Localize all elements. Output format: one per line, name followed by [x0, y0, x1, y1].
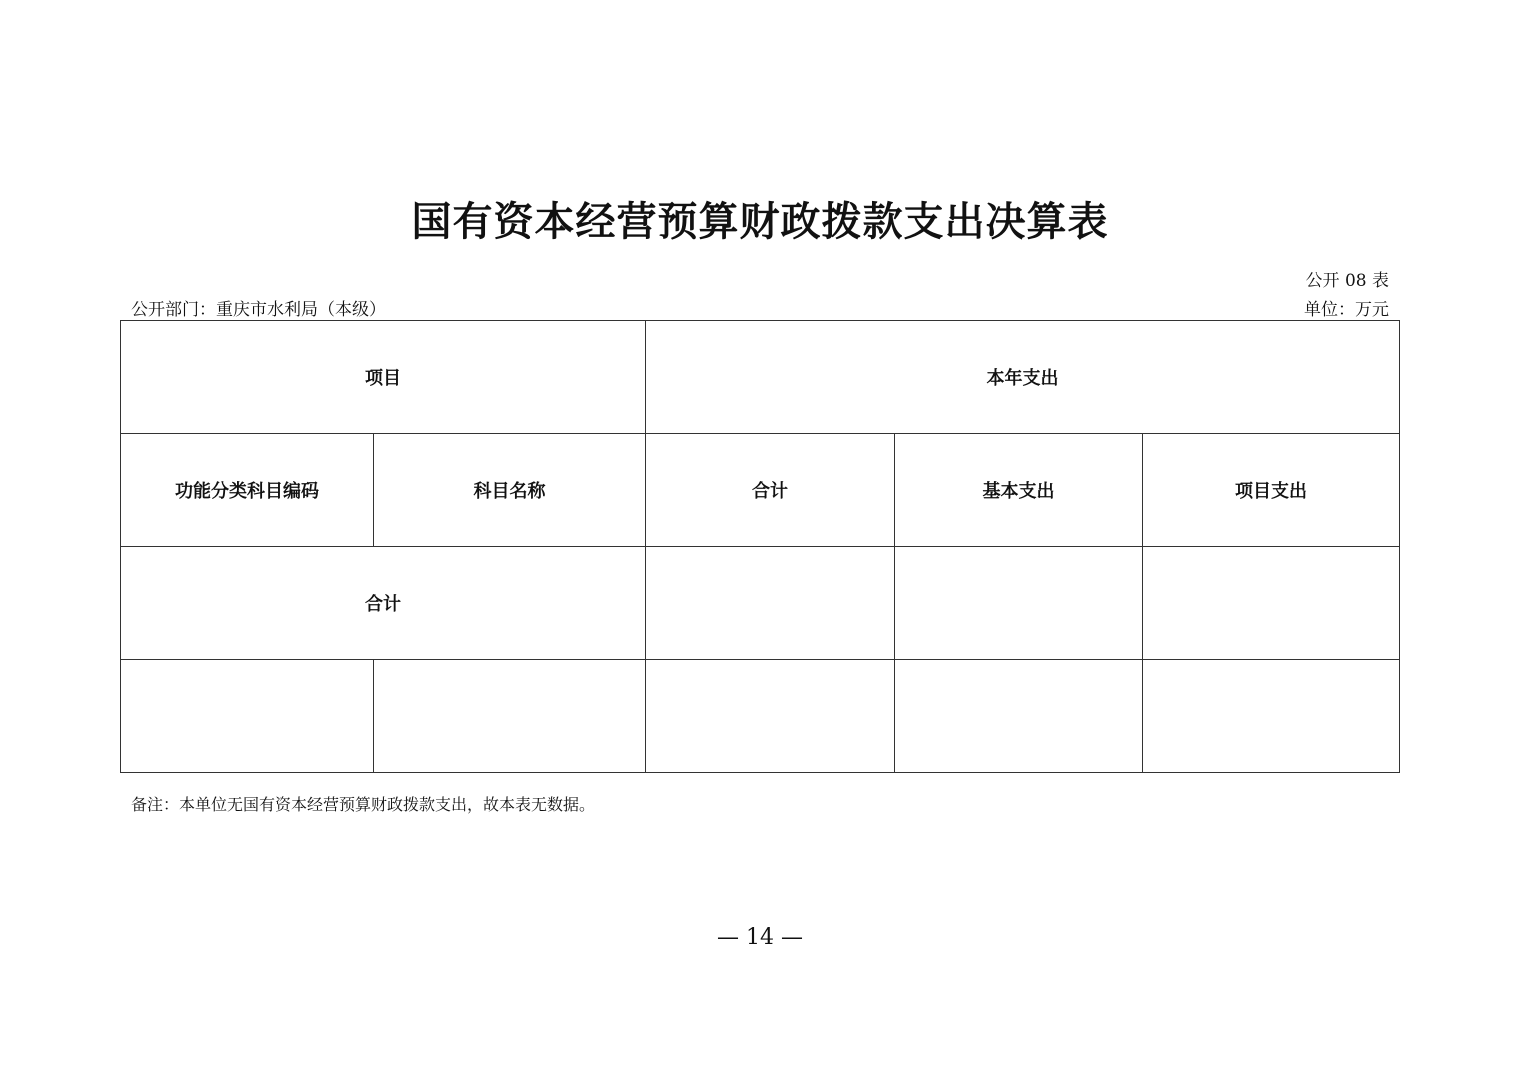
header-function-code: 功能分类科目编码	[121, 434, 374, 547]
row-project	[1143, 660, 1400, 773]
page-title: 国有资本经营预算财政拨款支出决算表	[411, 199, 1109, 245]
header-current-year-expenditure: 本年支出	[646, 321, 1400, 434]
table-row	[121, 660, 1400, 773]
header-subject-name: 科目名称	[374, 434, 646, 547]
row-code	[121, 660, 374, 773]
total-row-basic	[895, 547, 1143, 660]
header-row-2	[121, 434, 1400, 547]
department-label: 公开部门：重庆市水利局（本级）	[131, 300, 386, 320]
header-row-1	[121, 321, 1400, 434]
header-total: 合计	[646, 434, 895, 547]
footnote: 备注：本单位无国有资本经营预算财政拨款支出，故本表无数据。	[131, 795, 596, 814]
header-project-expenditure: 项目支出	[1143, 434, 1400, 547]
header-item: 项目	[121, 321, 646, 434]
form-number: 公开 08 表	[1305, 271, 1389, 291]
total-row-project	[1143, 547, 1400, 660]
page-number: — 14 —	[717, 925, 803, 950]
total-row	[121, 547, 1400, 660]
total-row-total	[646, 547, 895, 660]
expenditure-table	[120, 320, 1400, 773]
row-name	[374, 660, 646, 773]
unit-label: 单位：万元	[1304, 300, 1389, 320]
row-total	[646, 660, 895, 773]
header-basic-expenditure: 基本支出	[895, 434, 1143, 547]
row-basic	[895, 660, 1143, 773]
total-row-label: 合计	[121, 547, 646, 660]
